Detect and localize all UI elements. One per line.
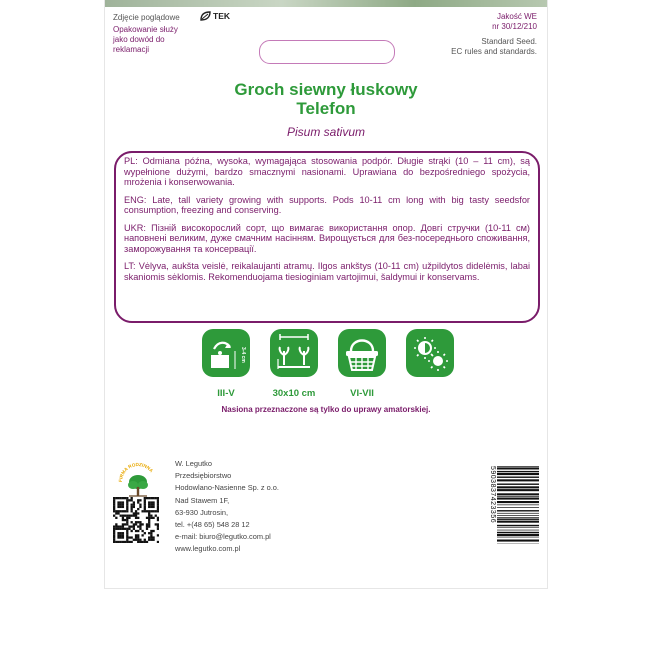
qr-module: [113, 530, 115, 532]
qr-module: [117, 504, 119, 506]
qr-module: [117, 528, 119, 530]
description-ukr: UKR: Пізній високорослий сорт, що вимагає використання опор. Довгі стручки (10-11 см) наповнені великим, дуже смачним насінням. Вирощується для без-посереднього споживання, заморожування та консервації.: [124, 222, 530, 254]
qr-module: [126, 536, 128, 538]
standard-line-2: EC rules and standards.: [451, 47, 537, 56]
qr-module: [148, 510, 150, 512]
qr-module: [120, 515, 122, 517]
qr-module: [135, 530, 137, 532]
qr-module: [135, 517, 137, 519]
qr-module: [144, 499, 146, 501]
standard-line-1: Standard Seed.: [481, 37, 537, 46]
qr-module: [157, 523, 159, 525]
qr-module: [135, 512, 137, 514]
latin-name: Pisum sativum: [286, 125, 366, 139]
qr-module: [115, 517, 117, 519]
qr-module: [150, 517, 152, 519]
qr-module: [135, 539, 137, 541]
company-phone: tel. +(48 65) 548 28 12: [175, 520, 250, 530]
qr-module: [139, 504, 141, 506]
product-title: [105, 80, 547, 118]
qr-module: [113, 506, 115, 508]
qr-module: [137, 508, 139, 510]
qr-module: [146, 525, 148, 527]
qr-module: [157, 541, 159, 543]
barcode-bar: [497, 479, 539, 481]
qr-module: [137, 499, 139, 501]
qr-module: [124, 541, 126, 543]
product-name-line-2: Telefon: [296, 99, 356, 118]
qr-module: [144, 541, 146, 543]
qr-module: [155, 510, 157, 512]
qr-module: [144, 539, 146, 541]
qr-module: [146, 528, 148, 530]
qr-module: [113, 515, 115, 517]
qr-module: [128, 515, 130, 517]
quality-line-2: nr 30/12/210: [492, 22, 537, 31]
qr-module: [126, 521, 128, 523]
qr-module: [128, 541, 130, 543]
qr-module: [157, 534, 159, 536]
qr-module: [131, 515, 133, 517]
cultivation-icons: [105, 329, 547, 399]
barcode-bar: [497, 525, 539, 526]
barcode-bar: [497, 489, 539, 491]
qr-module: [124, 519, 126, 521]
qr-module: [122, 528, 124, 530]
qr-module: [148, 521, 150, 523]
barcode-digits: 5903837423356: [489, 466, 496, 524]
company-email[interactable]: e-mail: biuro@legutko.com.pl: [175, 532, 271, 542]
company-website[interactable]: www.legutko.com.pl: [175, 544, 241, 554]
qr-module: [120, 541, 122, 543]
barcode-bar: [497, 532, 539, 533]
qr-module: [113, 525, 115, 527]
barcode-bar: [497, 519, 539, 520]
qr-module: [133, 506, 135, 508]
qr-module: [124, 510, 126, 512]
qr-module: [120, 497, 122, 499]
qr-module: [120, 525, 122, 527]
qr-module: [124, 528, 126, 530]
qr-module: [141, 510, 143, 512]
qr-module: [146, 523, 148, 525]
qr-module: [148, 536, 150, 538]
qr-module: [115, 525, 117, 527]
sun-position-icon: [406, 329, 454, 377]
barcode-bar: [497, 517, 539, 518]
qr-module: [122, 504, 124, 506]
barcode-bar: [497, 496, 539, 497]
barcode-bar: [497, 477, 539, 478]
spacing-icon: [270, 329, 318, 377]
qr-module: [157, 504, 159, 506]
qr-module: [126, 508, 128, 510]
qr-module: [113, 508, 115, 510]
qr-module: [117, 510, 119, 512]
qr-module: [126, 539, 128, 541]
qr-module: [152, 510, 154, 512]
barcode-bar: [497, 513, 539, 514]
qr-module: [120, 506, 122, 508]
qr-module: [150, 536, 152, 538]
qr-module: [122, 501, 124, 503]
qr-module: [157, 499, 159, 501]
photo-caption: Zdjęcie poglądowe: [113, 13, 180, 22]
amateur-use-note: Nasiona przeznaczone są tylko do uprawy amatorskiej.: [221, 405, 431, 414]
qr-module: [131, 510, 133, 512]
qr-module: [133, 539, 135, 541]
qr-module: [126, 510, 128, 512]
quality-stamp: [492, 12, 537, 32]
qr-module: [126, 499, 128, 501]
qr-module: [113, 499, 115, 501]
qr-module: [152, 497, 154, 499]
qr-module: [120, 501, 122, 503]
qr-module: [139, 541, 141, 543]
qr-module: [117, 525, 119, 527]
qr-module: [126, 506, 128, 508]
qr-module: [133, 512, 135, 514]
qr-module: [126, 534, 128, 536]
standard-note: [451, 37, 537, 57]
qr-module: [135, 515, 137, 517]
company-line: 63-930 Jutrosin,: [175, 507, 228, 517]
barcode-bar: [497, 537, 539, 538]
qr-module: [157, 525, 159, 527]
company-line: Hodowlano-Nasienne Sp. z o.o.: [175, 483, 279, 493]
harvest-basket-icon: [338, 329, 386, 377]
company-line: Nad Stawem 1F,: [175, 495, 230, 505]
qr-module: [150, 504, 152, 506]
seed-packet-back: [104, 0, 548, 589]
qr-module: [157, 508, 159, 510]
qr-module: [137, 536, 139, 538]
logo-text: FIRMA RODZINNA: [117, 461, 155, 483]
qr-module: [150, 532, 152, 534]
qr-module: [148, 517, 150, 519]
qr-module: [126, 504, 128, 506]
qr-module: [133, 525, 135, 527]
qr-module: [144, 508, 146, 510]
quality-line-1: Jakość WE: [496, 12, 537, 21]
qr-module: [131, 499, 133, 501]
qr-module: [150, 539, 152, 541]
qr-module: [128, 499, 130, 501]
qr-module: [120, 536, 122, 538]
qr-module: [113, 536, 115, 538]
qr-module: [152, 517, 154, 519]
qr-module: [150, 534, 152, 536]
qr-module: [115, 510, 117, 512]
qr-module: [150, 530, 152, 532]
qr-module: [122, 506, 124, 508]
qr-module: [137, 541, 139, 543]
qr-module: [133, 523, 135, 525]
qr-module: [152, 506, 154, 508]
description-eng: ENG: Late, tall variety growing with supports. Pods 10-11 cm long with big tasty seedsfor consumption, freezing and conserving.: [124, 194, 530, 215]
qr-module: [131, 504, 133, 506]
barcode-bar: [497, 510, 539, 511]
qr-module: [113, 539, 115, 541]
qr-module: [126, 523, 128, 525]
qr-module: [126, 530, 128, 532]
qr-module: [141, 530, 143, 532]
qr-module: [133, 515, 135, 517]
qr-module: [113, 497, 115, 499]
barcode-bar: [497, 473, 539, 475]
qr-module: [122, 536, 124, 538]
qr-module: [148, 515, 150, 517]
barcode-bar: [497, 521, 539, 523]
qr-module: [152, 536, 154, 538]
barcode-bar: [497, 501, 539, 503]
qr-module: [155, 497, 157, 499]
qr-module: [148, 501, 150, 503]
qr-module: [124, 497, 126, 499]
barcode-bar: [497, 498, 539, 500]
qr-module: [131, 530, 133, 532]
company-address: [175, 458, 279, 556]
qr-module: [126, 532, 128, 534]
qr-module: [148, 506, 150, 508]
qr-module: [139, 521, 141, 523]
qr-module: [137, 530, 139, 532]
qr-module: [131, 525, 133, 527]
qr-module: [141, 541, 143, 543]
qr-module: [120, 534, 122, 536]
qr-module: [137, 512, 139, 514]
tek-leaf-icon: [200, 11, 211, 21]
qr-module: [128, 536, 130, 538]
barcode-bar: [497, 467, 539, 469]
qr-module: [144, 510, 146, 512]
qr-module: [126, 517, 128, 519]
product-photo-strip: [105, 0, 547, 7]
sowing-icon: [202, 329, 250, 377]
qr-module: [122, 497, 124, 499]
description-pl: PL: Odmiana późna, wysoka, wymagająca stosowania podpór. Długie strąki (10 – 11 cm), są wypełnione dużymi, bardzo smacznymi nasionami. Uprawiana do bezpośredniego spożycia, mrożenia i konserwowania.: [124, 156, 530, 187]
qr-module: [139, 528, 141, 530]
barcode-bar: [497, 493, 539, 495]
qr-module: [157, 501, 159, 503]
qr-module: [137, 534, 139, 536]
qr-module: [131, 536, 133, 538]
qr-module: [120, 528, 122, 530]
qr-module: [137, 539, 139, 541]
qr-module: [133, 528, 135, 530]
tek-certification: [200, 11, 230, 21]
qr-module: [126, 497, 128, 499]
qr-module: [131, 521, 133, 523]
qr-module: [152, 539, 154, 541]
spacing-label: 30x10 cm: [272, 388, 316, 399]
qr-module: [150, 501, 152, 503]
qr-module: [126, 519, 128, 521]
qr-module: [137, 517, 139, 519]
qr-module: [115, 523, 117, 525]
qr-module: [113, 510, 115, 512]
qr-module: [148, 525, 150, 527]
company-line: Przedsiębiorstwo: [175, 471, 232, 481]
qr-module: [150, 506, 152, 508]
qr-module: [113, 501, 115, 503]
qr-module: [155, 523, 157, 525]
qr-module: [135, 521, 137, 523]
qr-module: [157, 519, 159, 521]
qr-module: [144, 532, 146, 534]
qr-module: [113, 532, 115, 534]
qr-module: [148, 519, 150, 521]
qr-module: [150, 515, 152, 517]
qr-module: [152, 501, 154, 503]
qr-module: [115, 528, 117, 530]
qr-module: [120, 510, 122, 512]
qr-module: [139, 539, 141, 541]
qr-module: [144, 501, 146, 503]
qr-module: [148, 504, 150, 506]
qr-module: [124, 515, 126, 517]
qr-module: [117, 534, 119, 536]
qr-module: [152, 530, 154, 532]
qr-module: [113, 504, 115, 506]
qr-module: [139, 525, 141, 527]
qr-module: [128, 528, 130, 530]
qr-module: [117, 532, 119, 534]
qr-module: [137, 501, 139, 503]
barcode-bar: [497, 471, 539, 472]
qr-module: [139, 499, 141, 501]
qr-module: [148, 523, 150, 525]
barcode-bar: [497, 534, 539, 536]
qr-module: [150, 510, 152, 512]
qr-module: [157, 506, 159, 508]
qr-module: [117, 501, 119, 503]
qr-module: [126, 528, 128, 530]
barcode-bar: [497, 507, 539, 508]
company-line: W. Legutko: [175, 459, 212, 468]
qr-code[interactable]: [113, 497, 159, 543]
qr-module: [148, 512, 150, 514]
barcode-bar: [497, 505, 539, 506]
company-logo: [113, 458, 163, 500]
qr-module: [131, 508, 133, 510]
batch-label-box: [259, 40, 395, 64]
qr-module: [115, 541, 117, 543]
qr-module: [133, 501, 135, 503]
qr-module: [141, 534, 143, 536]
qr-module: [157, 528, 159, 530]
qr-module: [148, 539, 150, 541]
barcode-bar: [497, 530, 539, 531]
qr-module: [126, 541, 128, 543]
qr-module: [122, 532, 124, 534]
qr-module: [115, 512, 117, 514]
description-box: [114, 151, 540, 323]
qr-module: [146, 541, 148, 543]
qr-module: [155, 515, 157, 517]
qr-module: [128, 525, 130, 527]
qr-module: [113, 528, 115, 530]
barcode-bar: [497, 486, 539, 488]
qr-module: [148, 497, 150, 499]
qr-module: [148, 532, 150, 534]
qr-module: [122, 519, 124, 521]
qr-module: [133, 504, 135, 506]
barcode-bar: [497, 515, 539, 516]
qr-module: [115, 497, 117, 499]
qr-module: [120, 532, 122, 534]
qr-module: [117, 506, 119, 508]
packaging-note: Opakowanie służy jako dowód do reklamacji: [113, 25, 178, 54]
qr-module: [122, 515, 124, 517]
qr-module: [113, 534, 115, 536]
barcode-bar: [497, 484, 539, 485]
qr-module: [122, 517, 124, 519]
qr-module: [157, 517, 159, 519]
barcode-bar: [497, 527, 539, 528]
qr-module: [122, 534, 124, 536]
qr-module: [135, 523, 137, 525]
qr-module: [117, 497, 119, 499]
qr-module: [131, 497, 133, 499]
qr-module: [128, 517, 130, 519]
qr-module: [144, 497, 146, 499]
harvest-label: VI-VII: [350, 388, 374, 399]
qr-module: [122, 510, 124, 512]
qr-module: [141, 523, 143, 525]
qr-module: [122, 523, 124, 525]
qr-module: [144, 504, 146, 506]
qr-module: [135, 534, 137, 536]
qr-module: [137, 525, 139, 527]
product-name-line-1: Groch siewny łuskowy: [234, 80, 418, 99]
qr-module: [157, 510, 159, 512]
qr-module: [113, 541, 115, 543]
qr-module: [146, 510, 148, 512]
qr-module: [120, 504, 122, 506]
barcode: [493, 466, 539, 544]
qr-module: [131, 541, 133, 543]
qr-module: [124, 523, 126, 525]
qr-module: [117, 512, 119, 514]
qr-module: [135, 536, 137, 538]
qr-module: [131, 506, 133, 508]
qr-module: [152, 504, 154, 506]
qr-module: [139, 523, 141, 525]
qr-module: [122, 541, 124, 543]
qr-module: [144, 506, 146, 508]
sowing-label: III-V: [217, 388, 235, 399]
qr-module: [122, 525, 124, 527]
qr-module: [126, 515, 128, 517]
qr-module: [117, 541, 119, 543]
qr-module: [157, 497, 159, 499]
qr-module: [150, 497, 152, 499]
description-lt: LT: Vėlyva, aukšta veislė, reikalaujanti atramų. Ilgos ankštys (10-11 cm) užpildytos didelėmis, labai skaniomis sėklomis. Rekomenduojama tiesioginiam vartojimui, šaldymui ir konservams.: [124, 261, 530, 282]
qr-module: [126, 501, 128, 503]
qr-module: [137, 521, 139, 523]
qr-module: [117, 536, 119, 538]
barcode-bar: [497, 540, 539, 542]
qr-module: [146, 497, 148, 499]
qr-module: [146, 517, 148, 519]
qr-module: [139, 506, 141, 508]
sowing-depth-text: 3-4 cm: [240, 347, 246, 363]
tek-label: TEK: [213, 11, 230, 21]
barcode-bar: [497, 466, 539, 467]
qr-module: [135, 510, 137, 512]
